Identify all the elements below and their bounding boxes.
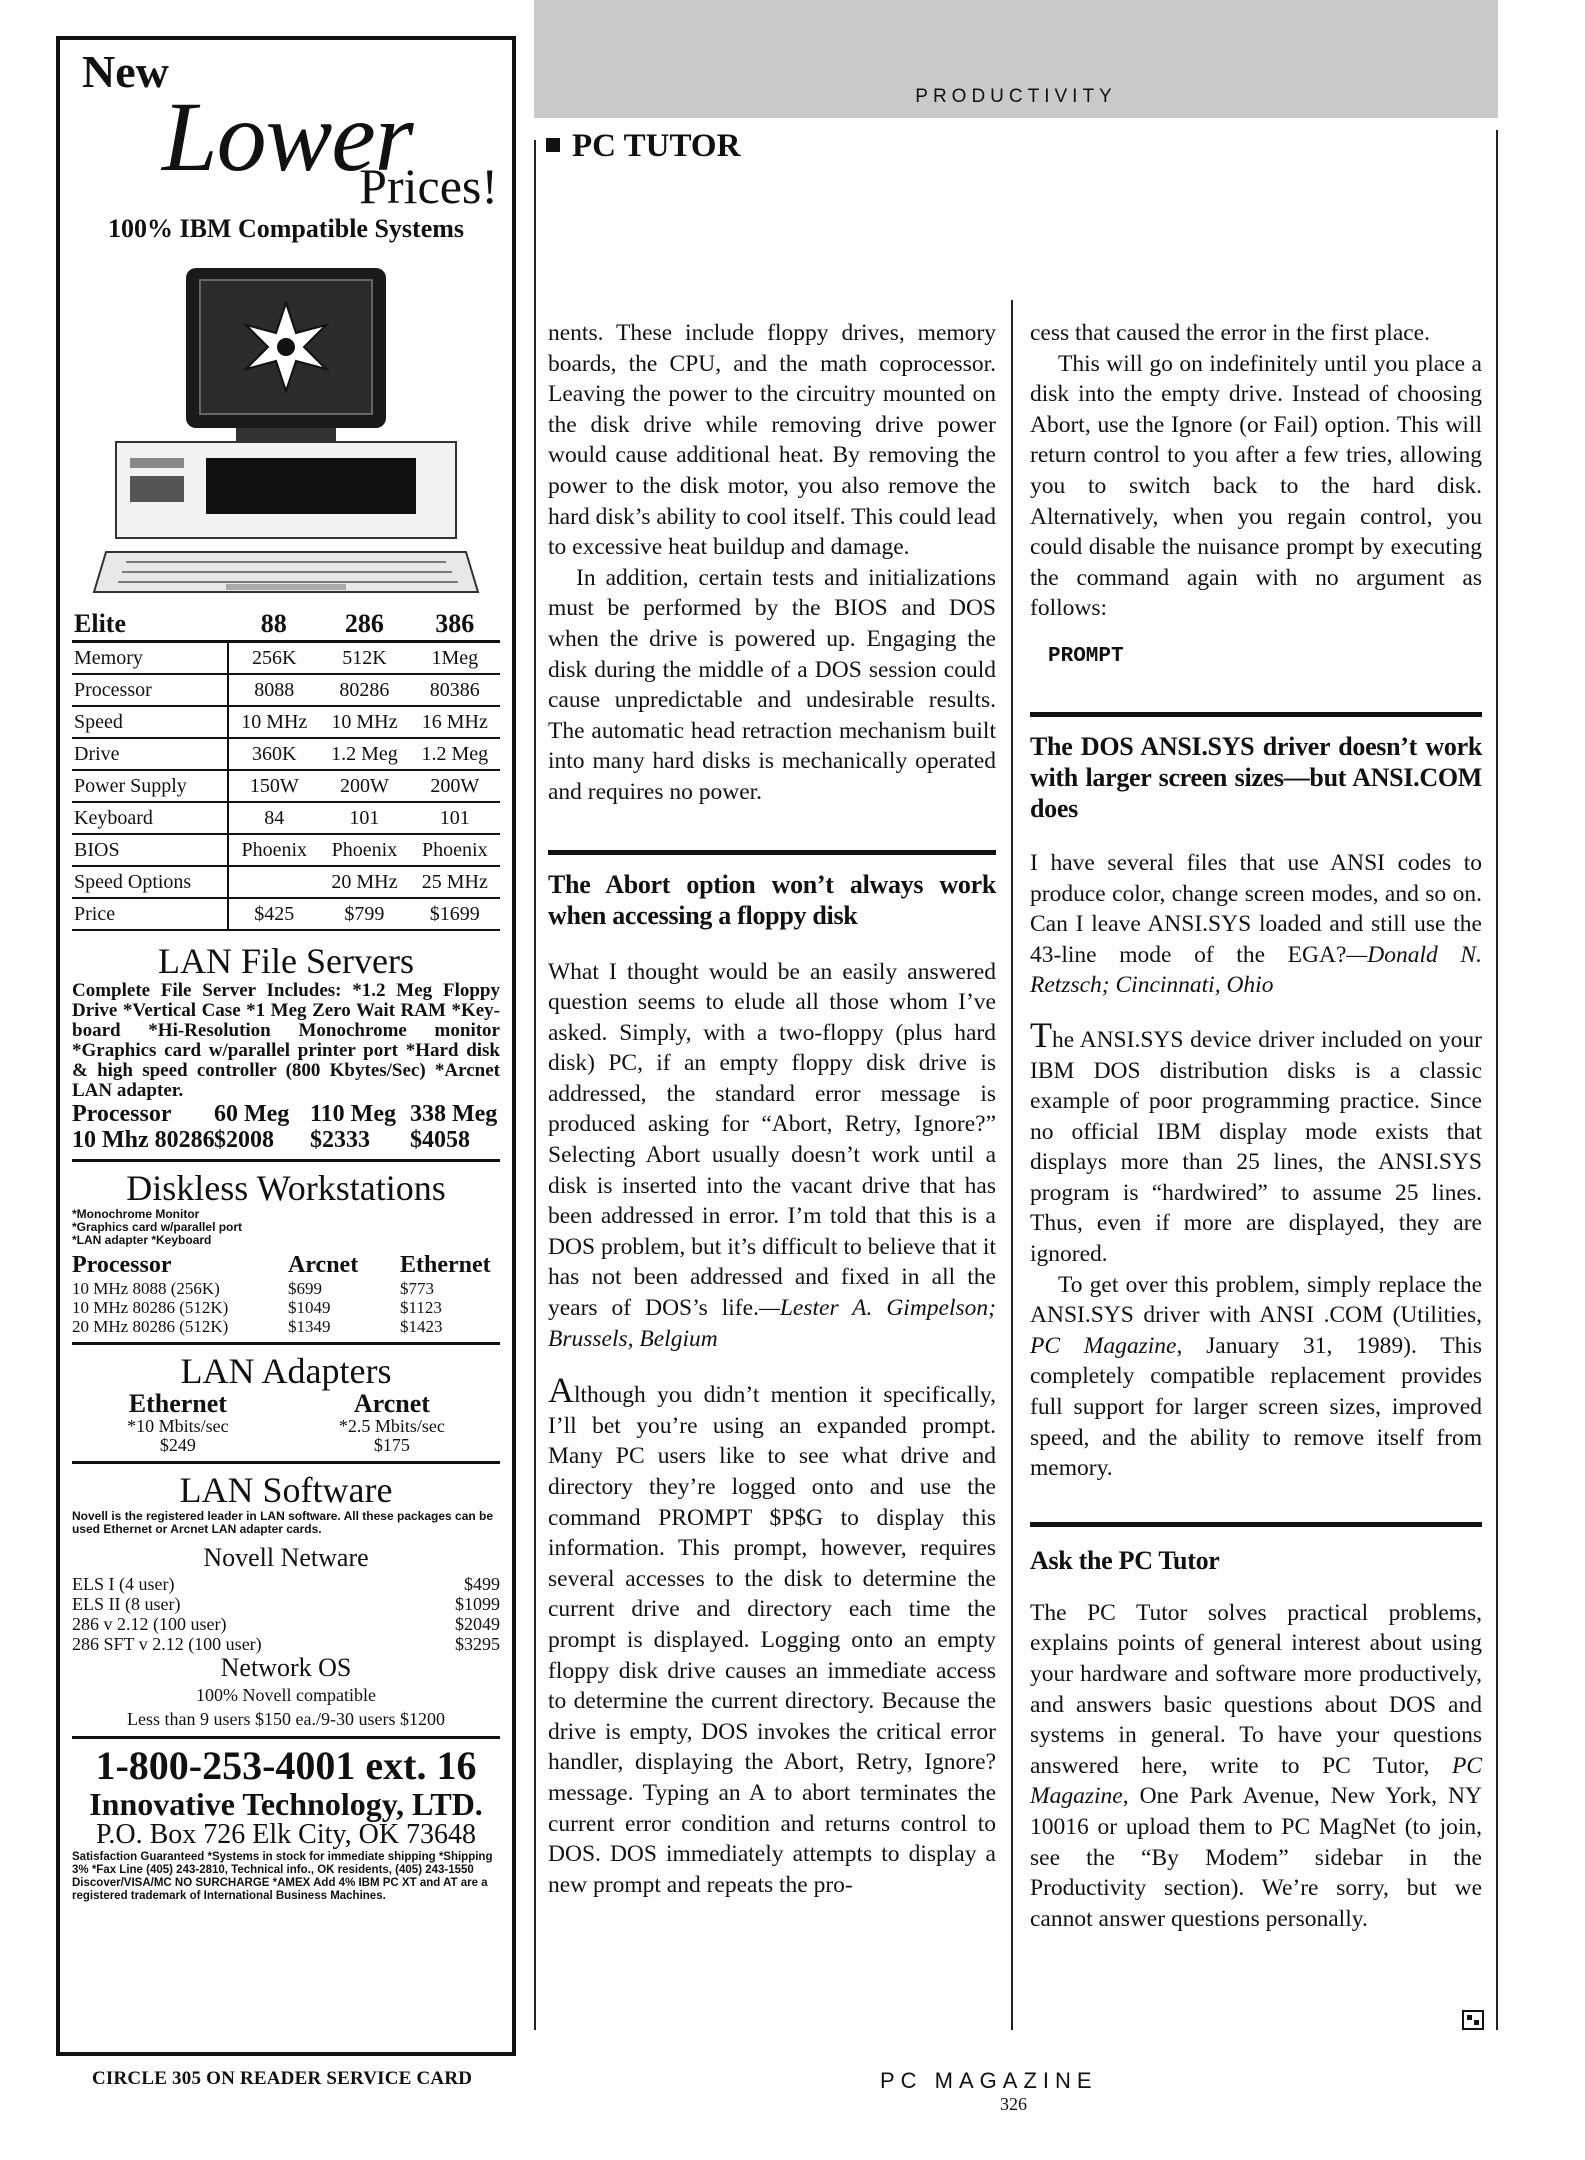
question-text bbox=[1030, 848, 1482, 1001]
spec-row bbox=[72, 834, 500, 866]
spec-cell: 256K bbox=[228, 642, 319, 675]
spec-cell: BIOS bbox=[72, 834, 228, 866]
cell: 60 Meg bbox=[214, 1101, 290, 1127]
spec-cell: Phoenix bbox=[228, 834, 319, 866]
cell: Arcnet bbox=[288, 1252, 359, 1278]
text: , One Park Avenue, New York, NY 10016 or upload them to PC MagNet (to join, see the “By Modem” sidebar in the Productivity section). We’re sorry, but we cannot answer questions personally. bbox=[1030, 1783, 1482, 1932]
spec-cell: 80386 bbox=[410, 674, 500, 706]
spec-cell: Keyboard bbox=[72, 802, 228, 834]
ad-subhead: 100% IBM Compatible Systems bbox=[107, 214, 465, 243]
spec-cell: 360K bbox=[228, 738, 319, 770]
answer-text bbox=[548, 1370, 996, 1900]
spec-cell: 8088 bbox=[228, 674, 319, 706]
question-text bbox=[548, 957, 996, 1355]
adapters-grid bbox=[72, 1391, 500, 1455]
cell: $2008 bbox=[214, 1127, 274, 1153]
netware-title: Novell Netware bbox=[203, 1543, 369, 1572]
spec-row bbox=[72, 674, 500, 706]
diskless-note: *LAN adapter *Keyboard bbox=[72, 1233, 212, 1247]
ask-heading: Ask the PC Tutor bbox=[1030, 1545, 1220, 1575]
diskless-note: *Monochrome Monitor bbox=[72, 1207, 200, 1221]
price: $175 bbox=[373, 1435, 410, 1455]
spec-cell: 80286 bbox=[319, 674, 409, 706]
cell: 286 SFT v 2.12 (100 user) bbox=[72, 1634, 262, 1654]
spec-row bbox=[72, 770, 500, 802]
spec-cell: 150W bbox=[228, 770, 319, 802]
spec-row bbox=[72, 706, 500, 738]
ad-phone: 1-800-253-4001 ext. 16 bbox=[95, 1743, 477, 1788]
spec-cell: 200W bbox=[319, 770, 409, 802]
ad-headline-prices: Prices! bbox=[359, 158, 498, 214]
netware-row bbox=[72, 1634, 500, 1654]
netware-row bbox=[72, 1614, 500, 1634]
cell: 110 Meg bbox=[310, 1101, 396, 1127]
magazine-name: PC Magazine bbox=[1030, 1332, 1177, 1359]
bullet-square-icon bbox=[546, 138, 560, 152]
spec-cell: Memory bbox=[72, 642, 228, 675]
code-line: PROMPT bbox=[1048, 644, 1124, 668]
diskless-header bbox=[72, 1251, 500, 1279]
spec-cell: 1.2 Meg bbox=[319, 738, 409, 770]
cell: $2049 bbox=[455, 1614, 500, 1634]
cell: $1423 bbox=[400, 1317, 443, 1336]
diskless-rows bbox=[72, 1279, 500, 1336]
price: $249 bbox=[159, 1435, 196, 1455]
text: To get over this problem, simply replace the ANSI.SYS driver with ANSI .COM (Utilities, bbox=[1030, 1271, 1482, 1329]
paragraph: cess that caused the error in the first place. bbox=[1030, 320, 1430, 346]
reader-service-note: CIRCLE 305 ON READER SERVICE CARD bbox=[92, 2068, 473, 2089]
question-signature: —Lester A. Gimpelson; Brussels, Belgium bbox=[548, 1295, 996, 1352]
column-title-text: PC TUTOR bbox=[572, 128, 741, 164]
cell: Ethernet bbox=[400, 1252, 491, 1278]
cell: $699 bbox=[288, 1279, 322, 1298]
question-rule bbox=[1030, 712, 1482, 717]
diskless-title: Diskless Workstations bbox=[126, 1168, 446, 1208]
spec-cell: Phoenix bbox=[319, 834, 409, 866]
spec-cell: Power Supply bbox=[72, 770, 228, 802]
ad-headline-lower: Lower bbox=[162, 81, 413, 192]
ask-text bbox=[1030, 1598, 1482, 1935]
cell: 286 v 2.12 (100 user) bbox=[72, 1614, 227, 1634]
spec-header-row bbox=[72, 608, 500, 642]
label: Arcnet bbox=[353, 1389, 430, 1418]
lan-servers-title: LAN File Servers bbox=[158, 941, 414, 981]
label: Ethernet bbox=[128, 1389, 227, 1418]
spec-cell: 200W bbox=[410, 770, 500, 802]
spec-row bbox=[72, 898, 500, 930]
cell: $1349 bbox=[288, 1317, 331, 1336]
ask-rule bbox=[1030, 1522, 1482, 1527]
software-note: Novell is the registered leader in LAN software. All these packages can be used Ethernet or Arcnet LAN adapter cards. bbox=[72, 1509, 494, 1536]
column-title bbox=[546, 128, 740, 165]
spec-row bbox=[72, 866, 500, 898]
speed: *2.5 Mbits/sec bbox=[338, 1416, 445, 1436]
question-heading: The Abort option won’t always work when accessing a floppy disk bbox=[548, 869, 996, 930]
netware-rows bbox=[72, 1574, 500, 1654]
article-column-2 bbox=[1030, 318, 1482, 1934]
cell: 10 MHz 8088 (256K) bbox=[72, 1279, 220, 1298]
cell: $4058 bbox=[410, 1127, 470, 1153]
cell: 338 Meg bbox=[410, 1101, 498, 1127]
spec-header-cell: 386 bbox=[410, 608, 500, 642]
spec-header-cell: 88 bbox=[228, 608, 319, 642]
speed: *10 Mbits/sec bbox=[127, 1416, 229, 1436]
question-body: I have several files that use ANSI codes to produce color, change screen modes, and so on. Can I leave ANSI.SYS loaded and still use the 43-line mode of the EGA? bbox=[1030, 849, 1482, 968]
diskless-row bbox=[72, 1279, 500, 1298]
cell: $2333 bbox=[310, 1127, 370, 1153]
spec-cell: $799 bbox=[319, 898, 409, 930]
paragraph: This will go on indefinitely until you place a disk into the empty drive. Instead of choosing Abort, use the Ignore (or Fail) option. This will return control to you after a few tries, allowing you to switch back to the hard disk. Alternatively, when you regain control, you could disable the nuisance prompt by executing the command again with no argument as follows: bbox=[1030, 350, 1482, 622]
paragraph bbox=[1030, 1270, 1482, 1484]
spec-cell: 101 bbox=[410, 802, 500, 834]
answer-body: lthough you didn’t mention it specifically, I’ll bet you’re using an expanded prompt. Many PC users like to see what drive and directory they’re logged onto and use the command PROMPT $P$G to display this information. This prompt, however, requires several accesses to the disk to determine the current drive and directory each time the prompt is displayed. Logging onto an empty floppy disk drive causes an immediate access to determine the current directory. Because the drive is empty, DOS invokes the critical error handler, displaying the Abort, Retry, Ignore? message. Typing an A to abort terminates the current error condition and returns control to DOS. DOS immediately attempts to display a new prompt and repeats the pro- bbox=[548, 1382, 996, 1898]
text: , January 31, 1989). This completely compatible replacement provides full support for larger screen sizes, improved speed, and the ability to remove itself from memory. bbox=[1030, 1332, 1482, 1482]
cell: ELS II (8 user) bbox=[72, 1594, 181, 1614]
software-title: LAN Software bbox=[179, 1470, 393, 1510]
lan-servers-text: Complete File Server Includes: *1.2 Meg Floppy Drive *Vertical Case *1 Meg Zero Wait RAM *Key- board *Hi-Resolution Monochrome monitor *Graphics card w/parallel printer port *Hard disk & high speed controller (800 Kbytes/Sec) *Arcnet LAN adapter. bbox=[72, 980, 500, 1101]
network-os-title: Network OS bbox=[220, 1653, 352, 1682]
end-mark-icon bbox=[1462, 2010, 1484, 2030]
spec-cell: 84 bbox=[228, 802, 319, 834]
question-heading: The DOS ANSI.SYS driver doesn’t work with larger screen sizes—but ANSI.COM does bbox=[1030, 731, 1482, 823]
cell: $773 bbox=[400, 1279, 434, 1298]
question-body: What I thought would be an easily answered question seems to elude all those whom I’ve asked. Simply, with a two-floppy (plus hard disk) PC, if an empty floppy disk drive is addressed, the standard error message is produced asking for “Abort, Retry, Ignore?” Selecting Abort usually doesn’t work until a disk is inserted into the vacant drive that has been addressed in error. I’m told that this is a DOS problem, but it’s difficult to believe that it has not been addressed and fixed in all the years of DOS’s life. bbox=[548, 958, 996, 1322]
adapters-title: LAN Adapters bbox=[180, 1351, 392, 1391]
netware-row bbox=[72, 1574, 500, 1594]
column-divider bbox=[1011, 300, 1013, 2030]
cell: Processor bbox=[72, 1101, 172, 1127]
text: The PC Tutor solves practical problems, explains points of general interest about using your hardware and software more productively, and answers basic questions about DOS and systems in general. To have your questions answered here, write to PC Tutor, bbox=[1030, 1599, 1482, 1779]
magazine-name: PC Magazine bbox=[1030, 1752, 1482, 1810]
spec-cell: Price bbox=[72, 898, 228, 930]
spec-cell: 1Meg bbox=[410, 642, 500, 675]
cell: ELS I (4 user) bbox=[72, 1574, 175, 1594]
spec-cell bbox=[228, 866, 319, 898]
footer-magazine: PC MAGAZINE bbox=[880, 2068, 1098, 2093]
cell: 10 Mhz 80286 bbox=[72, 1127, 215, 1153]
page-number: 326 bbox=[1000, 2094, 1027, 2114]
article-column-1 bbox=[548, 318, 996, 1900]
ad-headline-new: New bbox=[82, 46, 169, 97]
spec-cell: Processor bbox=[72, 674, 228, 706]
lan-servers-price-row bbox=[72, 1127, 500, 1153]
spec-row bbox=[72, 802, 500, 834]
spec-cell: 10 MHz bbox=[319, 706, 409, 738]
spec-cell: 16 MHz bbox=[410, 706, 500, 738]
spec-cell: 1.2 Meg bbox=[410, 738, 500, 770]
drop-cap: T bbox=[1030, 1014, 1052, 1055]
cell: $499 bbox=[464, 1574, 500, 1594]
question-rule bbox=[548, 850, 996, 855]
spec-row bbox=[72, 738, 500, 770]
cell: $1099 bbox=[455, 1594, 500, 1614]
column-divider bbox=[534, 140, 536, 2030]
lan-servers-price-row bbox=[72, 1101, 500, 1127]
question-signature: —Donald N. Retzsch; Cincinnati, Ohio bbox=[1030, 941, 1482, 999]
column-divider bbox=[1496, 130, 1498, 2030]
spec-header-cell: Elite bbox=[72, 608, 228, 642]
spec-cell: 25 MHz bbox=[410, 866, 500, 898]
adapter-arcnet bbox=[339, 1391, 445, 1455]
spec-cell: $1699 bbox=[410, 898, 500, 930]
paragraph: In addition, certain tests and initializations must be performed by the BIOS and DOS when the drive is powered up. Engaging the disk during the middle of a DOS session could cause unpredictable and undesirable results. The automatic head retraction mechanism built into many hard disks is mechanically operated and requires no power. bbox=[548, 564, 996, 805]
section-label: PRODUCTIVITY bbox=[915, 86, 1117, 107]
paragraph: nents. These include floppy drives, memory boards, the CPU, and the math coprocessor. Leaving the power to the circuitry mounted on the disk drive while removing drive power would cause additional heat. By removing the power to the disk motor, you also remove the hard disk’s ability to cool itself. This could lead to excessive heat buildup and damage. bbox=[548, 320, 996, 561]
spec-cell: 20 MHz bbox=[319, 866, 409, 898]
spec-cell: $425 bbox=[228, 898, 319, 930]
cell: Processor bbox=[72, 1252, 172, 1278]
cell: $1123 bbox=[400, 1298, 442, 1317]
cell: 10 MHz 80286 (512K) bbox=[72, 1298, 229, 1317]
drop-cap: A bbox=[548, 1370, 574, 1411]
network-os-price: Less than 9 users $150 ea./9-30 users $1200 bbox=[127, 1709, 445, 1729]
spec-cell: Phoenix bbox=[410, 834, 500, 866]
computer-illustration bbox=[86, 262, 486, 602]
answer-body: he ANSI.SYS device driver included on your IBM DOS distribution disks is a classic example of poor programming practice. Since no official IBM display mode exists that displays more than 25 lines, the ANSI.SYS program is “hardwired” to assume 25 lines. Thus, even if more are displayed, they are ignored. bbox=[1030, 1026, 1482, 1268]
spec-table bbox=[72, 608, 500, 931]
spec-cell: 10 MHz bbox=[228, 706, 319, 738]
spec-cell: 512K bbox=[319, 642, 409, 675]
cell: 20 MHz 80286 (512K) bbox=[72, 1317, 229, 1336]
diskless-row bbox=[72, 1317, 500, 1336]
network-os-compat: 100% Novell compatible bbox=[196, 1685, 376, 1705]
cell: $3295 bbox=[455, 1634, 500, 1654]
diskless-note: *Graphics card w/parallel port bbox=[72, 1220, 243, 1234]
cell: $1049 bbox=[288, 1298, 331, 1317]
ad-company: Innovative Technology, LTD. bbox=[89, 1786, 483, 1822]
spec-header-cell: 286 bbox=[319, 608, 409, 642]
netware-row bbox=[72, 1594, 500, 1614]
spec-cell: Speed Options bbox=[72, 866, 228, 898]
advertisement bbox=[56, 36, 516, 2056]
ad-fineprint: Satisfaction Guaranteed *Systems in stock for immediate shipping *Shipping 3% *Fax Line (405) 243-2810, Technical info., OK residents, (405) 243-1550 Discover/VISA/MC NO SURCHARGE *AMEX Add 4% IBM PC XT and AT are a registered trademark of International Business Machines. bbox=[72, 1851, 493, 1902]
ad-address: P.O. Box 726 Elk City, OK 73648 bbox=[95, 1819, 477, 1850]
spec-cell: Drive bbox=[72, 738, 228, 770]
spec-cell: Speed bbox=[72, 706, 228, 738]
answer-text bbox=[1030, 1014, 1482, 1270]
adapter-ethernet bbox=[127, 1391, 229, 1455]
spec-row bbox=[72, 642, 500, 675]
spec-cell: 101 bbox=[319, 802, 409, 834]
diskless-row bbox=[72, 1298, 500, 1317]
